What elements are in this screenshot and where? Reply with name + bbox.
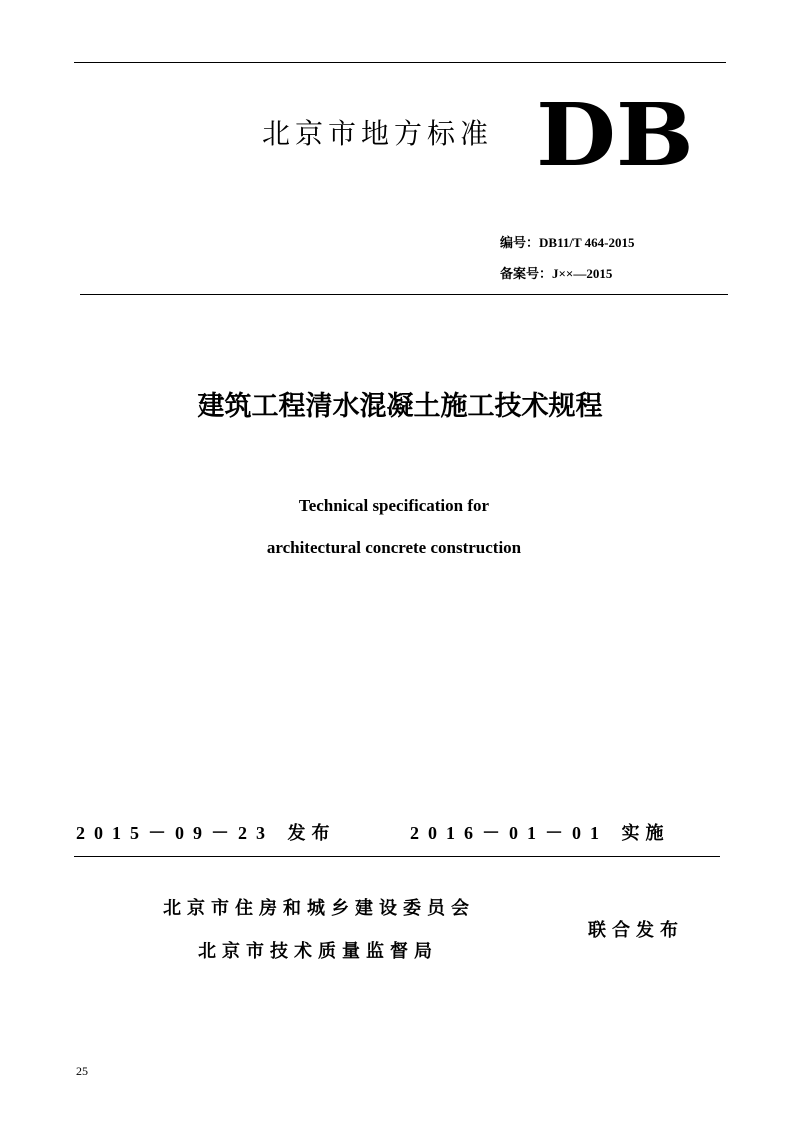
record-number-value: J××—2015 [552,266,613,281]
issue-label: 发布 [287,823,336,844]
date-divider [74,856,720,857]
joint-issue-label: 联合发布 [588,920,684,941]
effective-date: 2016－01－01 [410,823,608,843]
db-logo: DB [536,83,694,186]
effective-label: 实施 [621,823,670,844]
issuer-org-1: 北京市住房和城乡建设委员会 [163,898,475,919]
standard-title: 北京市地方标准 [262,117,494,150]
standard-code-value: DB11/T 464-2015 [539,235,635,250]
effective-date-line [410,819,670,845]
record-number [500,263,612,282]
page-number: 25 [76,1064,88,1078]
header-divider [80,294,728,295]
top-rule [74,62,726,63]
english-title-line2: architectural concrete construction [266,538,522,557]
issuer-org-2: 北京市技术质量监督局 [198,941,438,962]
record-number-label: 备案号： [500,267,553,282]
standard-code-label: 编号： [500,236,540,251]
english-title-line1: Technical specification for [298,496,490,515]
issue-date: 2015－09－23 [76,823,274,843]
issue-date-line [76,819,336,845]
standard-code [500,232,634,251]
chinese-title: 建筑工程清水混凝土施工技术规程 [197,391,603,422]
